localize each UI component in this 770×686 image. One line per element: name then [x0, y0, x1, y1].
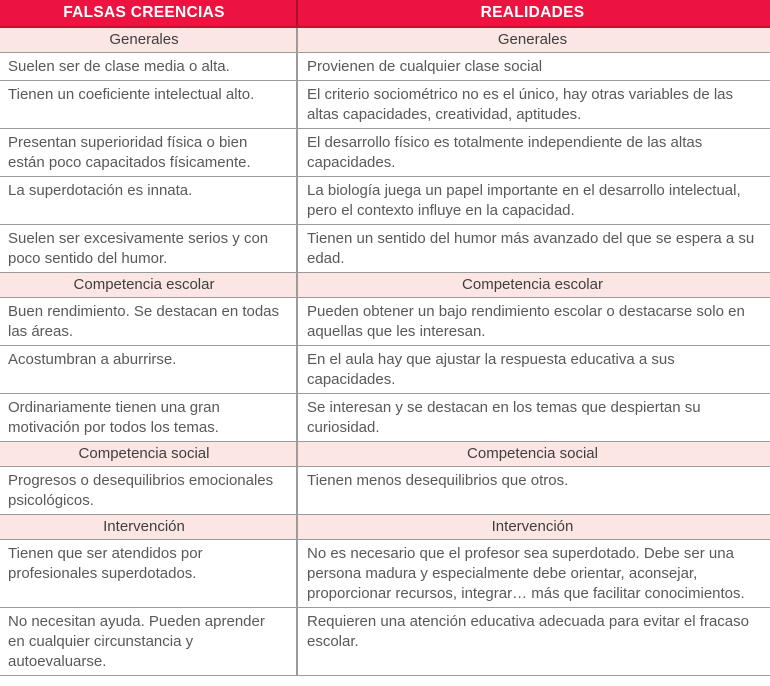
table-row — [0, 129, 770, 177]
table-header-row — [0, 0, 770, 28]
cell-falsa-creencia: Ordinariamente tienen una gran motivación por todos los temas. — [8, 399, 220, 436]
cell-falsa-creencia: Buen rendimiento. Se destacan en todas las áreas. — [8, 303, 280, 340]
cell-realidad: Tienen un sentido del humor más avanzado del que se espera a su edad. — [296, 225, 770, 272]
cell-falsa-creencia: Progresos o desequilibrios emocionales psicológicos. — [8, 472, 274, 509]
cell-realidad: Provienen de cualquier clase social — [296, 53, 770, 80]
table-row — [0, 225, 770, 273]
cell-falsa-creencia: Suelen ser excesivamente serios y con poco sentido del humor. — [8, 230, 269, 267]
cell-falsa-creencia: No necesitan ayuda. Pueden aprender en cualquier circunstancia y autoevaluarse. — [8, 613, 265, 670]
section-title: Competencia escolar — [296, 273, 770, 297]
cell-realidad: Se interesan y se destacan en los temas que despiertan su curiosidad. — [296, 394, 770, 441]
section-title: Intervención — [296, 515, 770, 539]
table-row — [0, 394, 770, 442]
section-title: Intervención — [103, 518, 185, 535]
section-row-generales — [0, 28, 770, 53]
section-title: Competencia escolar — [73, 276, 215, 293]
cell-realidad: Pueden obtener un bajo rendimiento escolar o destacarse solo en aquellas que les interesan. — [296, 298, 770, 345]
section-title: Competencia social — [296, 442, 770, 466]
cell-realidad: El criterio sociométrico no es el único, hay otras variables de las altas capacidades, creatividad, aptitudes. — [296, 81, 770, 128]
cell-realidad: El desarrollo físico es totalmente independiente de las altas capacidades. — [296, 129, 770, 176]
table-row — [0, 298, 770, 346]
cell-realidad: No es necesario que el profesor sea superdotado. Debe ser una persona madura y especialmente debe orientar, aconsejar, proporcionar recursos, integrar… más que facilitar conocimientos. — [296, 540, 770, 607]
section-title: Generales — [296, 28, 770, 52]
cell-realidad: La biología juega un papel importante en el desarrollo intelectual, pero el contexto influye en la capacidad. — [296, 177, 770, 224]
cell-falsa-creencia: Tienen un coeficiente intelectual alto. — [8, 86, 255, 103]
column-header-realidades: REALIDADES — [296, 0, 770, 26]
table-row — [0, 608, 770, 676]
column-header-falsas-creencias: FALSAS CREENCIAS — [63, 4, 225, 21]
section-title: Generales — [109, 31, 179, 48]
cell-realidad: Tienen menos desequilibrios que otros. — [296, 467, 770, 514]
cell-realidad: En el aula hay que ajustar la respuesta educativa a sus capacidades. — [296, 346, 770, 393]
section-row-competencia-social — [0, 442, 770, 467]
table-row — [0, 53, 770, 81]
cell-falsa-creencia: Tienen que ser atendidos por profesionales superdotados. — [8, 545, 203, 582]
section-row-competencia-escolar — [0, 273, 770, 298]
cell-falsa-creencia: Suelen ser de clase media o alta. — [8, 58, 230, 75]
section-title: Competencia social — [78, 445, 210, 462]
table-row — [0, 81, 770, 129]
table-row — [0, 540, 770, 608]
cell-falsa-creencia: Acostumbran a aburrirse. — [8, 351, 177, 368]
table-row — [0, 177, 770, 225]
cell-realidad: Requieren una atención educativa adecuada para evitar el fracaso escolar. — [296, 608, 770, 675]
table-row — [0, 467, 770, 515]
cell-falsa-creencia: La superdotación es innata. — [8, 182, 193, 199]
table-row — [0, 346, 770, 394]
section-row-intervencion — [0, 515, 770, 540]
cell-falsa-creencia: Presentan superioridad física o bien están poco capacitados físicamente. — [8, 134, 251, 171]
